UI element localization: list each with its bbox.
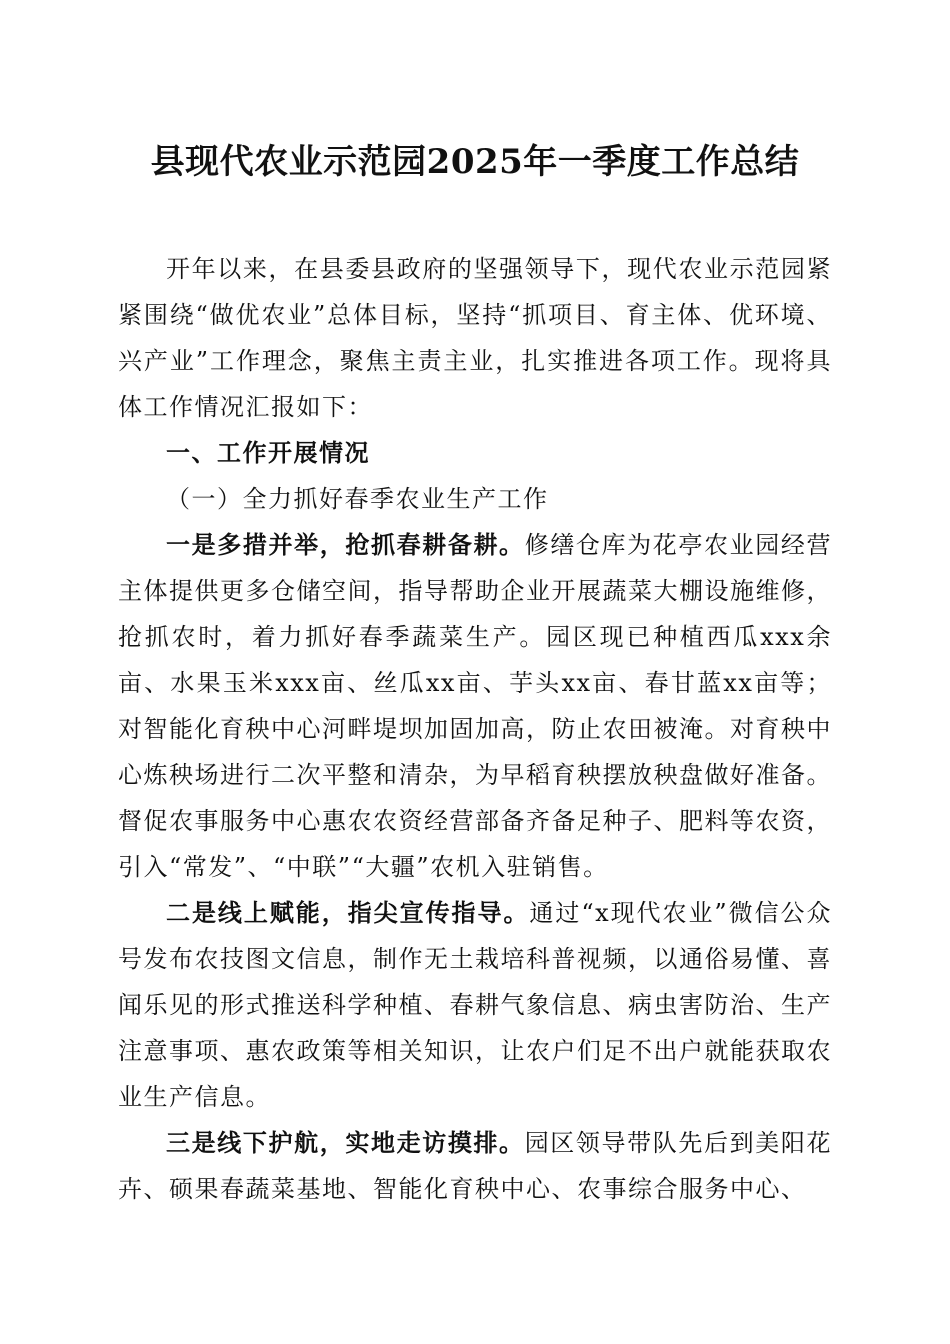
intro-paragraph: 开年以来，在县委县政府的坚强领导下，现代农业示范园紧紧围绕“做优农业”总体目标，坚持“抓项目、育主体、优环境、兴产业”工作理念，聚焦主责主业，扎实推进各项工作。现将具体工作情况汇报如下： [118,255,832,421]
paragraph-lead: 一是多措并举，抢抓春耕备耕。 [166,530,525,559]
document-body [118,246,832,1212]
paragraph-online-guidance [118,890,832,1120]
paragraph-spring-plowing [118,522,832,890]
paragraph-field-visits [118,1120,832,1212]
paragraph-text: 修缮仓库为花亭农业园经营主体提供更多仓储空间，指导帮助企业开展蔬菜大棚设施维修，抢抓农时，着力抓好春季蔬菜生产。园区现已种植西瓜xxx余亩、水果玉米xxx亩、丝瓜xx亩、芋头xx亩、春甘蓝xx亩等；对智能化育秧中心河畔堤坝加固加高，防止农田被淹。对育秧中心炼秧场进行二次平整和清杂，为早稻育秧摆放秧盘做好准备。督促农事服务中心惠农农资经营部备齐备足种子、肥料等农资，引入“常发”、“中联”“大疆”农机入驻销售。 [118,531,833,881]
document-title: 县现代农业示范园2025年一季度工作总结 [150,142,800,182]
paragraph-text: 通过“x现代农业”微信公众号发布农技图文信息，制作无土栽培科普视频，以通俗易懂、喜闻乐见的形式推送科学种植、春耕气象信息、病虫害防治、生产注意事项、惠农政策等相关知识，让农户们足不出户就能获取农业生产信息。 [118,899,833,1111]
subsection-heading-spring-production: （一）全力抓好春季农业生产工作 [166,485,549,513]
paragraph-lead: 二是线上赋能，指尖宣传指导。 [166,898,530,927]
paragraph-text: 园区领导带队先后到美阳花卉、硕果春蔬菜基地、智能化育秧中心、农事综合服务中心、 [118,1129,833,1203]
paragraph-lead: 三是线下护航，实地走访摸排。 [166,1128,525,1157]
section-heading-work-progress: 一、工作开展情况 [166,439,370,467]
